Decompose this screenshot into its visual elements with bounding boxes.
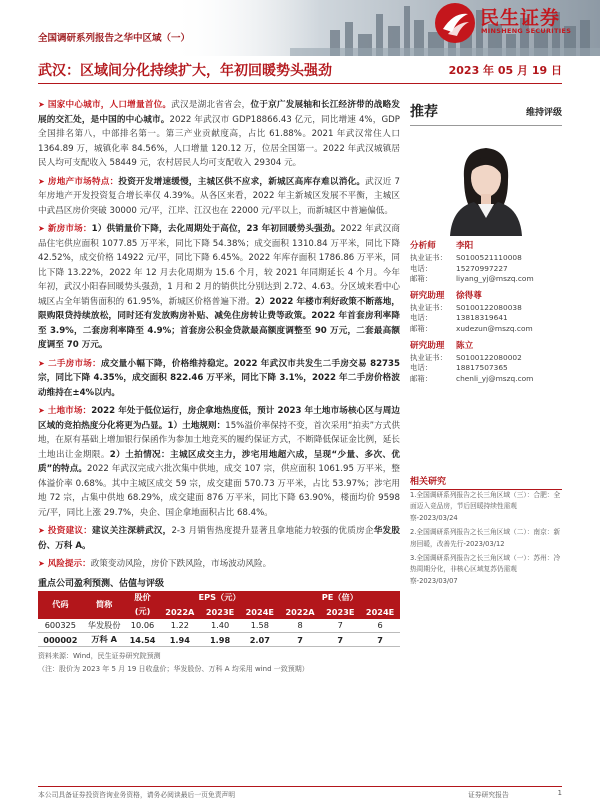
analyst-info-row bbox=[410, 353, 562, 364]
minsheng-logo-icon bbox=[434, 2, 476, 44]
paragraph-text: 武汉近 7 年房地产开发投资复合增长率仅 4.39%。从各区来看，2022 年主新城区发展不平衡，主城区中武昌区房价突破 30000 元/平，江岸、江汉也在 22000 元/平以上，而新城区中普遍偏低。 bbox=[38, 176, 400, 216]
th-year: 2022A bbox=[280, 605, 321, 619]
th-pe: PE（倍） bbox=[280, 591, 400, 605]
paragraph-heading: 新房市场： bbox=[47, 224, 92, 234]
table-cell: 8 bbox=[280, 619, 321, 633]
rating-label: 推荐 bbox=[410, 104, 438, 120]
related-research-item[interactable]: 1.全国调研系列报告之长三角区域（三）：合肥：全面迈入竞品房，节后回暖持续性需观察-2023/03/24 bbox=[410, 491, 561, 522]
summary-paragraph bbox=[38, 357, 400, 401]
table-cell: 000002 bbox=[38, 633, 83, 647]
report-title: 武汉：区域间分化持续扩大，年初回暖势头强劲 bbox=[38, 63, 332, 79]
paragraph-text: 2）2022 年楼市利好政策不断落地，限购限贷持续放松，同时还有发放购房补贴、减免住房转让费等政策。2022 年首套房利率降至 3.9%，二套房利率降至 4.9%；首套房公积金贷款最高额度调整至 90 万元，二套最高额度调至 70 万元。 bbox=[38, 296, 400, 350]
bullet-arrow-icon: ➤ bbox=[38, 406, 45, 415]
th-year: 2023E bbox=[200, 605, 240, 619]
bullet-arrow-icon: ➤ bbox=[38, 224, 45, 233]
table-cell: 14.54 bbox=[126, 633, 160, 647]
bullet-arrow-icon: ➤ bbox=[38, 526, 45, 535]
analyst-info-value: S0100122080038 bbox=[456, 302, 522, 312]
related-research-item[interactable]: 3.全国调研系列报告之长三角区域（一）：苏州：冷热周期分化，非核心区域复苏仍需观察-2023/03/07 bbox=[410, 554, 561, 585]
paragraph-text: 2）土拍情况：主城区成交主力，涉宅用地超六成，呈现“少量、多次、优质”的特点。 bbox=[38, 449, 400, 474]
table-cell: 10.06 bbox=[126, 619, 160, 633]
analyst-name: 李阳 bbox=[456, 241, 474, 251]
analyst-photo bbox=[444, 138, 528, 236]
paragraph-text: 2-3 月销售热度提升显著且拿地能力较强的优质房企 bbox=[171, 526, 374, 536]
analyst-info-value: S0100521110008 bbox=[456, 253, 522, 262]
source-note: 资料来源：Wind，民生证券研究院预测 bbox=[38, 652, 161, 660]
report-date: 2023 年 05 月 19 日 bbox=[448, 64, 562, 77]
header-divider bbox=[38, 83, 562, 84]
analyst-info-label: 执业证书： bbox=[410, 352, 447, 362]
bullet-arrow-icon: ➤ bbox=[38, 358, 45, 368]
paragraph-text: 成交量小幅下降，价格维持稳定。2022 年武汉市共发生二手房交易 82735 宗，同比下降 4.35%，成交面积 822.46 万平米，同比下降 3.1%，2022 年二手房价格波动维持在±4%以内。 bbox=[38, 358, 400, 398]
paragraph-text: 2022 年武汉完成六批次集中供地，成交 107 宗，供应面积 1061.95 万平米，整体溢价率 0.68%。其中主城区成交 59 宗，成交建面 570.73 万平米，占比 53.97%；涉宅用地 72 宗，占集中供地 68.29%，成交建面 876 万平米，同比下降 63.90%，楼面均价 9598 元/平，同比上涨 29.7%，央企、国企拿地面积占比 68.4%。 bbox=[38, 464, 400, 518]
analyst-spacer bbox=[410, 384, 562, 389]
table-cell: 1.98 bbox=[200, 633, 240, 647]
rating-box bbox=[410, 98, 562, 126]
paragraph-text: 建议关注深耕武汉， bbox=[92, 526, 172, 536]
paragraph-text: 政策变动风险，房价下跌风险，市场波动风险。 bbox=[90, 559, 272, 569]
paragraph-text: 投资开发增速缓慢，主城区供不应求，新城区高库存难以消化。 bbox=[118, 176, 366, 187]
analyst-info-label: 电话： bbox=[410, 263, 433, 273]
table-cell: 600325 bbox=[38, 619, 83, 633]
analyst-info-row bbox=[410, 264, 562, 275]
summary-paragraph bbox=[38, 98, 400, 171]
th-code: 代码 bbox=[38, 591, 83, 619]
th-name: 简称 bbox=[83, 591, 126, 619]
paragraph-heading: 国家中心城市，人口增量首位。 bbox=[47, 100, 172, 110]
analyst-info-label: 邮箱： bbox=[410, 274, 433, 284]
analyst-name: 陈立 bbox=[456, 340, 474, 351]
table-cell: 7 bbox=[280, 633, 321, 647]
analyst-role: 分析师 bbox=[410, 241, 436, 251]
analyst-info-label: 电话： bbox=[410, 363, 433, 373]
table-cell: 7 bbox=[320, 633, 360, 647]
bullet-arrow-icon: ➤ bbox=[38, 176, 45, 186]
rating-status: 维持评级 bbox=[525, 108, 562, 118]
table-row bbox=[38, 633, 400, 647]
summary-paragraph bbox=[38, 404, 400, 520]
analyst-info-value: 15270997227 bbox=[456, 263, 508, 273]
summary-paragraph bbox=[38, 222, 400, 353]
footer-divider bbox=[38, 786, 562, 787]
paragraph-heading: 风险提示： bbox=[47, 559, 91, 569]
analyst-name-row bbox=[410, 290, 562, 303]
table-cell: 1.58 bbox=[240, 619, 280, 633]
analyst-info-value[interactable]: chenli_yj@mszq.com bbox=[456, 373, 534, 383]
table-notes bbox=[38, 650, 400, 676]
th-price-unit: (元) bbox=[126, 605, 160, 619]
table-body bbox=[38, 619, 400, 647]
analyst-info-value: S0100122080002 bbox=[456, 352, 522, 362]
paragraph-text: 武汉是湖北省省会， bbox=[171, 100, 251, 110]
analyst-info-label: 邮箱： bbox=[410, 373, 433, 383]
analyst-list bbox=[410, 240, 562, 389]
main-content bbox=[38, 98, 400, 676]
table-row bbox=[38, 619, 400, 633]
table-cell: 7 bbox=[360, 633, 400, 647]
paragraph-text: 2022 年武汉商品住宅供应面积 1077.85 万平米，同比下降 54.38%；成交面积 1310.84 万平米，同比下降 42.52%，成交价格 14922 元/平，同比下降 6.45%。2022 年库存面积 1786.86 万平米，同比下降 13.22%，2022 年 12 月去化周期为 15.6 个月，较 2021 年同期延长 4 个月。今年年初，武汉小阳春回暖势头强劲，1 月和 2 月的销供比分别达到 2.72、4.63。分区域来看中心城区占全年销售面积的 61.95%，新城区价格普遍下滑。 bbox=[38, 224, 400, 307]
related-research-title: 相关研究 bbox=[410, 474, 562, 490]
analyst-role: 研究助理 bbox=[410, 290, 445, 301]
bullet-arrow-icon: ➤ bbox=[38, 100, 45, 109]
analyst-info-row bbox=[410, 313, 562, 324]
table-cell: 6 bbox=[360, 619, 400, 633]
analyst-info-label: 邮箱： bbox=[410, 323, 433, 333]
th-year: 2024E bbox=[360, 605, 400, 619]
table-cell: 1.94 bbox=[159, 633, 200, 647]
table-cell: 万科 A bbox=[83, 633, 126, 647]
analyst-info-value[interactable]: liyang_yj@mszq.com bbox=[456, 274, 534, 284]
paragraph-text: 1）供销量价下降，去化周期处于高位，23 年初回暖势头强劲。 bbox=[91, 224, 341, 234]
table-cell: 1.40 bbox=[200, 619, 240, 633]
analyst-info-row bbox=[410, 253, 562, 264]
analyst-info-value: 18817507365 bbox=[456, 363, 508, 373]
analyst-info-label: 执业证书： bbox=[410, 302, 447, 312]
th-year: 2024E bbox=[240, 605, 280, 619]
table-cell: 7 bbox=[320, 619, 360, 633]
earnings-forecast-table bbox=[38, 591, 400, 648]
paragraph-text: 2022 年武汉市 GDP18866.43 亿元，同比增速 4%，GDP 全国排名第八，中部排名第一。第三产业贡献度高，占比 61.88%。2021 年武汉常住人口 1364.89 万，城镇化率 84.56%，人口增量 120.12 万，位居全国第一。2022 年武汉城镇居民人均可支配收入 58449 元，农村居民人均可支配收入 29304 元。 bbox=[38, 114, 400, 168]
report-series: 全国调研系列报告之华中区域（一） bbox=[38, 33, 191, 44]
paragraph-text: 15%溢价率保持不变，首次采用“拍卖”方式供地，在原有基础上增加银行保函作为参加土地竞买的履约保证方式，不断降低保证金比例，延长土地出让金期限。 bbox=[38, 420, 400, 460]
summary-paragraphs bbox=[38, 98, 400, 572]
analyst-info-value: 13818319641 bbox=[456, 313, 508, 323]
th-year: 2023E bbox=[320, 605, 360, 619]
table-cell: 2.07 bbox=[240, 633, 280, 647]
analyst-info-row bbox=[410, 324, 562, 335]
th-price: 股价 bbox=[126, 591, 160, 605]
summary-paragraph bbox=[38, 557, 400, 572]
analyst-info-row bbox=[410, 303, 562, 314]
analyst-info-value[interactable]: xudezun@mszq.com bbox=[456, 323, 533, 333]
analyst-info-row bbox=[410, 363, 562, 374]
analyst-name-row bbox=[410, 240, 562, 253]
report-type-label: 证券研究报告 bbox=[468, 791, 509, 799]
paragraph-heading: 房地产市场特点： bbox=[47, 176, 119, 187]
analyst-info-label: 执业证书： bbox=[410, 253, 447, 262]
paragraph-heading: 土地市场： bbox=[47, 406, 92, 416]
summary-paragraph bbox=[38, 524, 400, 553]
header bbox=[0, 0, 600, 84]
analyst-info-label: 电话： bbox=[410, 313, 433, 323]
analyst-info-row bbox=[410, 274, 562, 285]
paragraph-text: 华发股份、万科 A。 bbox=[38, 526, 400, 551]
logo-text-cn: 民生证券 bbox=[480, 7, 561, 29]
paragraph-text: 1）土地规则： bbox=[167, 420, 226, 431]
price-note: （注：股价为 2023 年 5 月 19 日收盘价；华发股份、万科 A 均采用 wind 一致预期） bbox=[38, 665, 309, 673]
disclaimer-note: 本公司具备证券投资咨询业务资格，请务必阅读最后一页免责声明 bbox=[38, 791, 236, 799]
table-cell: 1.22 bbox=[159, 619, 200, 633]
paragraph-text: 2022 年处于低位运行，房企拿地热度低，预计 2023 年土地市场核心区与周边区域的竞拍热度分化将更为凸显。 bbox=[38, 406, 400, 431]
th-year: 2022A bbox=[159, 605, 200, 619]
analyst-info-row bbox=[410, 374, 562, 385]
summary-paragraph bbox=[38, 175, 400, 219]
analyst-name-row bbox=[410, 340, 562, 353]
paragraph-text: 位于京广发展轴和长江经济带的战略发展的交汇处，是中国的中心城市。 bbox=[38, 100, 400, 125]
logo-text-en: MINSHENG SECURITIES bbox=[481, 27, 572, 35]
analyst-role: 研究助理 bbox=[410, 340, 445, 351]
page-number: 1 bbox=[557, 789, 562, 797]
table-title: 重点公司盈利预测、估值与评级 bbox=[38, 578, 165, 589]
table-cell: 华发股份 bbox=[83, 619, 126, 633]
paragraph-heading: 二手房市场： bbox=[47, 358, 101, 369]
related-research-item[interactable]: 2.全国调研系列报告之长三角区域（二）：南京：新房回暖，改善先行-2023/03/12 bbox=[410, 528, 561, 548]
analyst-name: 徐得尊 bbox=[456, 290, 482, 301]
bullet-arrow-icon: ➤ bbox=[38, 559, 45, 568]
related-research-list bbox=[410, 490, 562, 590]
th-eps: EPS（元） bbox=[159, 591, 279, 605]
paragraph-heading: 投资建议： bbox=[47, 526, 93, 536]
